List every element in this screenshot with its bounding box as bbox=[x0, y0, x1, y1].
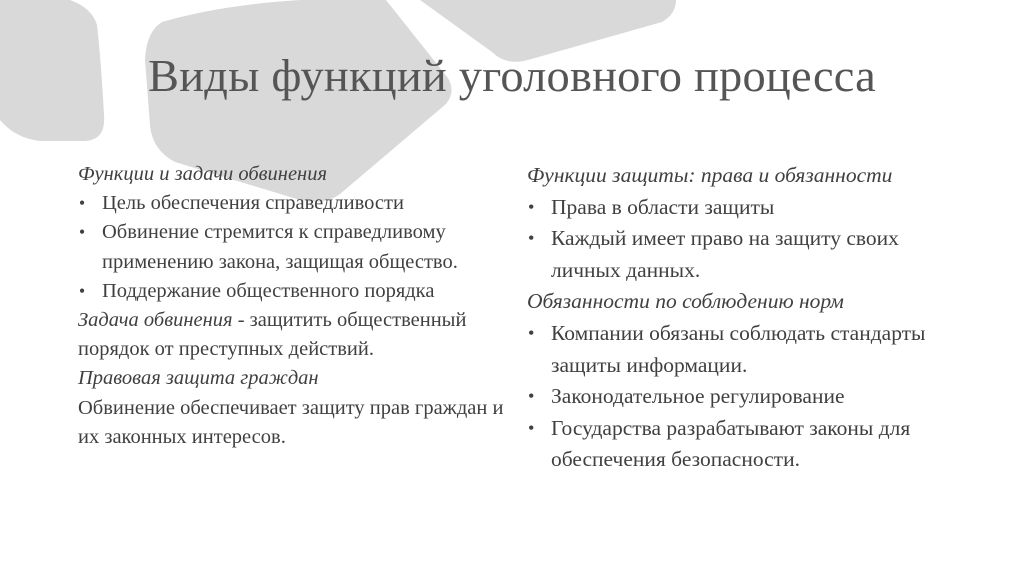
right-column bbox=[527, 160, 967, 476]
task-label: Задача обвинения bbox=[78, 309, 233, 332]
left-heading: Функции и задачи обвинения bbox=[78, 163, 328, 185]
list-item: • Поддержание общественного порядка bbox=[78, 277, 508, 306]
right-heading: Функции защиты: права и обязанности bbox=[527, 163, 893, 187]
list-item: • Права в области защиты bbox=[527, 192, 967, 224]
task-text: - защитить общественный порядок от преступных действий. bbox=[78, 309, 467, 361]
list-item: • Законодательное регулирование bbox=[527, 381, 967, 413]
left-subheading: Правовая защита граждан bbox=[78, 367, 319, 390]
task-paragraph bbox=[78, 306, 508, 364]
list-item: • Цель обеспечения справедливости bbox=[78, 189, 508, 218]
right-bullet-list-1 bbox=[527, 192, 967, 287]
right-subheading: Обязанности по соблюдению норм bbox=[527, 289, 844, 314]
left-bullet-list bbox=[78, 189, 508, 306]
list-item: • Каждый имеет право на защиту своих личных данных. bbox=[527, 223, 967, 286]
list-item: • Компании обязаны соблюдать стандарты защиты информации. bbox=[527, 318, 967, 381]
left-column bbox=[78, 160, 508, 452]
decorative-shape-left bbox=[0, 0, 104, 141]
list-item: • Государства разрабатывают законы для обеспечения безопасности. bbox=[527, 413, 967, 476]
left-paragraph: Обвинение обеспечивает защиту прав граждан и их законных интересов. bbox=[78, 396, 504, 448]
right-bullet-list-2 bbox=[527, 318, 967, 476]
slide-title: Виды функций уголовного процесса bbox=[148, 51, 876, 101]
list-item: • Обвинение стремится к справедливому применению закона, защищая общество. bbox=[78, 218, 508, 276]
